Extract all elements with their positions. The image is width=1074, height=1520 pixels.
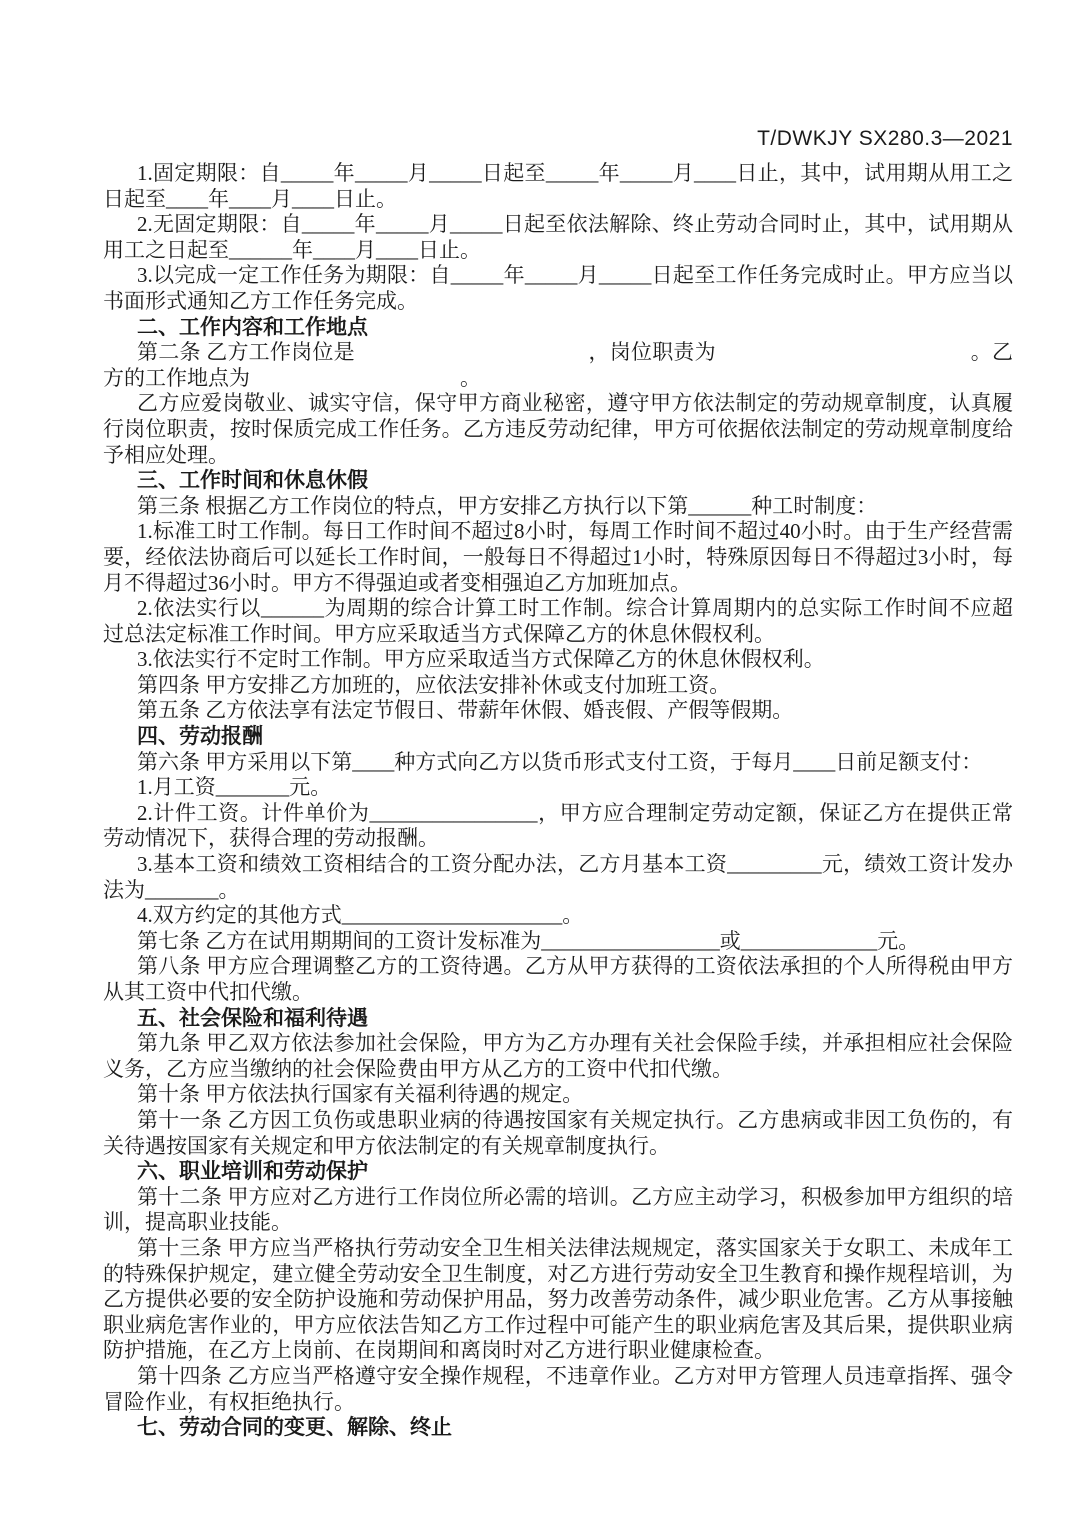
body-paragraph: 第十一条 乙方因工负伤或患职业病的待遇按国家有关规定执行。乙方患病或非因工负伤的，有关待遇按国家有关规定和甲方依法制定的有关规章制度执行。 xyxy=(103,1107,1013,1158)
section-heading: 七、劳动合同的变更、解除、终止 xyxy=(137,1415,452,1440)
body-paragraph: 3.基本工资和绩效工资相结合的工资分配办法，乙方月基本工资_________元，绩效工资计发办法为_______。 xyxy=(103,852,1013,902)
section-heading: 六、职业培训和劳动保护 xyxy=(137,1159,368,1184)
body-paragraph: 1.标准工时工作制。每日工作时间不超过8小时，每周工作时间不超过40小时。由于生产经营需要，经依法协商后可以延长工作时间，一般每日不得超过1小时，特殊原因每日不得超过3小时，每月不得超过36小时。甲方不得强迫或者变相强迫乙方加班加点。 xyxy=(103,519,1013,595)
document-body xyxy=(103,161,1013,1441)
body-paragraph: 第十四条 乙方应当严格遵守安全操作规程，不违章作业。乙方对甲方管理人员违章指挥、强令冒险作业，有权拒绝执行。 xyxy=(103,1363,1013,1414)
section-heading: 三、工作时间和休息休假 xyxy=(137,468,368,493)
body-paragraph: 第十条 甲方依法执行国家有关福利待遇的规定。 xyxy=(137,1082,584,1107)
body-paragraph: 第二条 乙方工作岗位是 ，岗位职责为 。乙方的工作地点为 。 xyxy=(103,340,1013,390)
body-paragraph: 第十二条 甲方应对乙方进行工作岗位所必需的培训。乙方应主动学习，积极参加甲方组织的培训，提高职业技能。 xyxy=(103,1184,1013,1235)
section-heading: 二、工作内容和工作地点 xyxy=(137,314,368,339)
body-paragraph: 第八条 甲方应合理调整乙方的工资待遇。乙方从甲方获得的工资依法承担的个人所得税由甲方从其工资中代扣代缴。 xyxy=(103,954,1013,1004)
body-paragraph: 3.以完成一定工作任务为期限：自_____年_____月_____日起至工作任务完成时止。甲方应当以书面形式通知乙方工作任务完成。 xyxy=(103,263,1013,313)
body-paragraph: 第三条 根据乙方工作岗位的特点，甲方安排乙方执行以下第______种工时制度： xyxy=(137,493,878,518)
body-paragraph: 2.计件工资。计件单价为________________，甲方应合理制定劳动定额，保证乙方在提供正常劳动情况下，获得合理的劳动报酬。 xyxy=(103,800,1013,851)
body-paragraph: 第七条 乙方在试用期期间的工资计发标准为_________________或_____________元。 xyxy=(137,928,920,953)
body-paragraph: 第十三条 甲方应当严格执行劳动安全卫生相关法律法规规定，落实国家关于女职工、未成年工的特殊保护规定，建立健全劳动安全卫生制度，对乙方进行劳动安全卫生教育和操作规程培训，为乙方提供必要的安全防护设施和劳动保护用品，努力改善劳动条件，减少职业危害。乙方从事接触职业病危害作业的，甲方应依法告知乙方工作过程中可能产生的职业病危害及其后果，提供职业病防护措施，在乙方上岗前、在岗期间和离岗时对乙方进行职业健康检查。 xyxy=(103,1235,1013,1363)
body-paragraph: 第五条 乙方依法享有法定节假日、带薪年休假、婚丧假、产假等假期。 xyxy=(137,698,794,723)
section-heading: 五、社会保险和福利待遇 xyxy=(137,1005,368,1030)
body-paragraph: 第四条 甲方安排乙方加班的，应依法安排补休或支付加班工资。 xyxy=(137,672,731,697)
body-paragraph: 2.依法实行以______为周期的综合计算工时工作制。综合计算周期内的总实际工作时间不应超过总法定标准工作时间。甲方应采取适当方式保障乙方的休息休假权利。 xyxy=(103,596,1013,646)
body-paragraph: 1.月工资_______元。 xyxy=(137,775,332,800)
section-heading: 四、劳动报酬 xyxy=(137,724,263,749)
body-paragraph: 第六条 甲方采用以下第____种方式向乙方以货币形式支付工资，于每月____日前足额支付： xyxy=(137,749,983,774)
body-paragraph: 3.依法实行不定时工作制。甲方应采取适当方式保障乙方的休息休假权利。 xyxy=(137,647,825,672)
body-paragraph: 第九条 甲乙双方依法参加社会保险，甲方为乙方办理有关社会保险手续，并承担相应社会保险义务，乙方应当缴纳的社会保险费由甲方从乙方的工资中代扣代缴。 xyxy=(103,1031,1013,1081)
body-paragraph: 2.无固定期限：自_____年_____月_____日起至依法解除、终止劳动合同时止，其中，试用期从用工之日起至______年____月____日止。 xyxy=(103,212,1013,262)
body-paragraph: 1.固定期限：自_____年_____月_____日起至_____年_____月____日止，其中，试用期从用工之日起至____年____月____日止。 xyxy=(103,161,1013,211)
body-paragraph: 乙方应爱岗敬业、诚实守信，保守甲方商业秘密，遵守甲方依法制定的劳动规章制度，认真履行岗位职责，按时保质完成工作任务。乙方违反劳动纪律，甲方可依据依法制定的劳动规章制度给予相应处理。 xyxy=(103,391,1013,467)
standard-number: T/DWKJY SX280.3—2021 xyxy=(757,127,1013,150)
body-paragraph: 4.双方约定的其他方式_____________________。 xyxy=(137,903,584,928)
